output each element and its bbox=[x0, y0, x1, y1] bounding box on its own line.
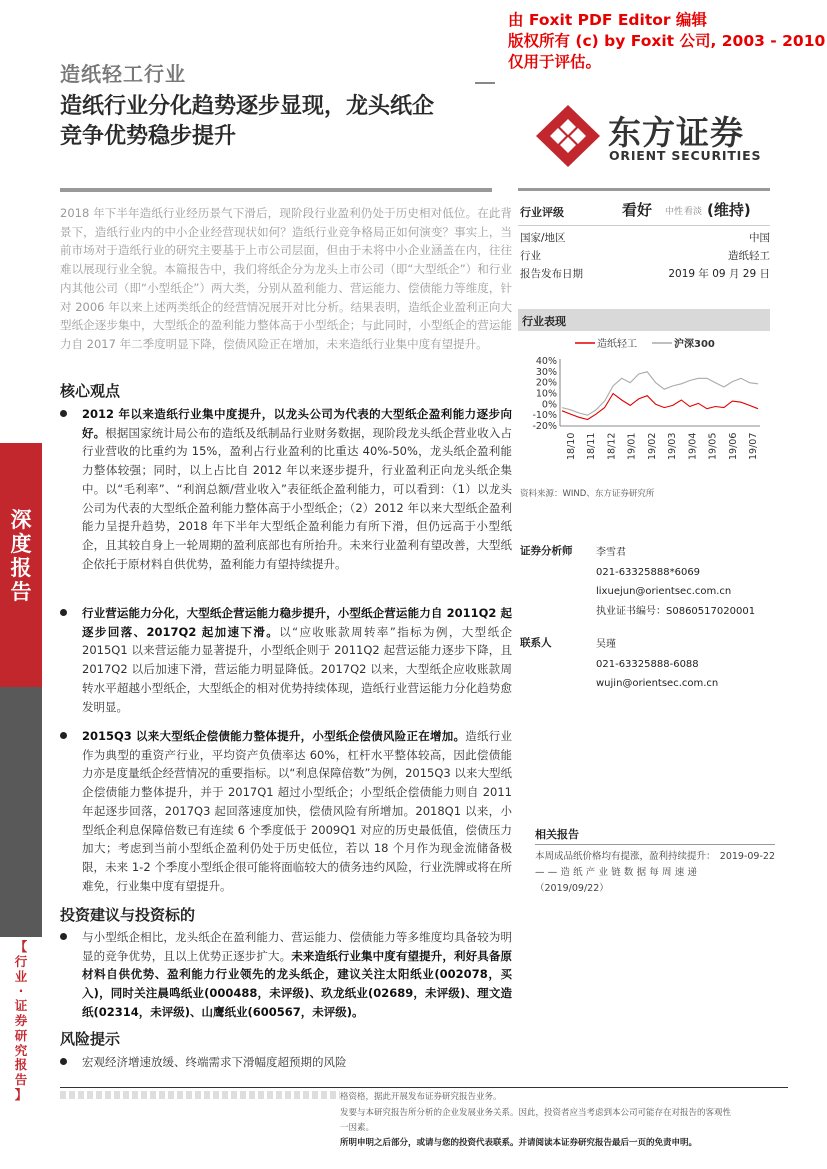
watermark bbox=[508, 10, 825, 73]
bullet-icon bbox=[60, 1058, 67, 1065]
related-date: 2019-09-22 bbox=[719, 851, 775, 862]
invest-bullet bbox=[60, 928, 512, 1022]
related-line3: （2019/09/22） bbox=[535, 883, 609, 894]
sidebar-cat-char: 业 bbox=[14, 968, 28, 984]
legend-label-paper: 造纸轻工 bbox=[597, 339, 637, 350]
watermark-line3: 仅用于评估。 bbox=[508, 53, 602, 71]
logo-name-cn: 东方证券 bbox=[608, 113, 744, 152]
y-tick-label: 40% bbox=[535, 356, 557, 367]
y-tick-label: 0% bbox=[541, 399, 557, 411]
invest-text: 与小型纸企相比，龙头纸企在盈利能力、营运能力、偿债能力等多维度均具备较为明显的竞争优势，且以上优势正逐步扩大。 bbox=[82, 930, 512, 963]
disclaimer-2: 发要与本研究报告所分析的企业发展业务关系。因此，投资者应当考虑到本公司可能存在对报告的客观性 bbox=[340, 1108, 732, 1118]
bullet-icon bbox=[60, 609, 67, 616]
core-bullet-1-bold: 2012 年以来造纸行业集中度提升，以龙头公司为代表的大型纸企盈利能力逐步向好。 bbox=[82, 407, 512, 440]
sidebar-cat-char: 究 bbox=[14, 1042, 28, 1058]
title-rule bbox=[60, 188, 492, 192]
analyst-email[interactable]: lixuejun@orientsec.com.cn bbox=[596, 586, 732, 597]
risk-text: 宏观经济增速放缓、终端需求下滑幅度超预期的风险 bbox=[82, 1055, 347, 1069]
footer-rule bbox=[60, 1087, 788, 1088]
sidebar-cat-char: 证 bbox=[14, 998, 28, 1014]
core-bullet-3 bbox=[60, 727, 512, 895]
core-bullet-3-bold: 2015Q3 以来大型纸企偿债能力整体提升，小型纸企偿债风险正在增加。 bbox=[82, 729, 466, 743]
summary-paragraph: 2018 年下半年造纸行业经历景气下滑后，现阶段行业盈利仍处于历史相对低位。在此背景下，造纸行业内的中小企业经营现状如何？造纸行业竞争格局正如何演变？事实上，当前市场对于造纸行业的研究主要基于上市公司层面，但由于未将中小企业涵盖在内，往往难以展现行业全貌。本篇报告中，我们将纸企分为龙头上市公司（即“大型纸企”）和行业内其他公司（即“小型纸企”）两大类，分别从盈利能力、营运能力、偿债能力等维度，针对 2006 年以来上述两类纸企的经营情况展开对比分析。结果表明，造纸企业盈利正向大型纸企逐步集中，大型纸企的盈利能力整体高于小型纸企；与此同时，小型纸企的营运能力自 2017 年二季度明显下降，偿债风险正在增加，未来造纸行业集中度有望提升。 bbox=[60, 206, 512, 351]
related-rule bbox=[535, 844, 775, 845]
orient-logo bbox=[536, 105, 776, 167]
rating-top-rule bbox=[518, 188, 770, 191]
core-bullet-3-text: 造纸行业作为典型的重资产行业，平均资产负债率达 60%，杠杆水平整体较高，因此偿债能力亦是度量纸企经营情况的重要指标。以“利息保障倍数”为例，2015Q3 以来大型纸企偿债能力整体提升，并于 2017Q1 超过小型纸企；小型纸企偿债能力则自 2011 年起逐步回落，2017Q3 起回落速度加快，偿债风险有所增加。2018Q1 以来，小型纸企利息保障倍数已有连续 6 个季度低于 2009Q1 对应的历史最低值，偿债压力加大；考虑到当前小型纸企盈利仍处于历史低位，若以 18 个月作为现金流储备极限，未来 1-2 个季度小型纸企很可能将面临较大的债务违约风险，行业洗牌或将在所难免，行业集中度有望提升。 bbox=[82, 729, 513, 893]
sidebar-cat-char: 行 bbox=[14, 953, 28, 969]
x-tick-label: 19/02 bbox=[646, 432, 658, 460]
x-tick-label: 18/12 bbox=[606, 432, 618, 460]
watermark-line2: 版权所有 (c) by Foxit 公司, 2003 - 2010 bbox=[508, 32, 826, 50]
analyst-block bbox=[520, 543, 770, 623]
watermark-line1: 由 Foxit PDF Editor 编辑 bbox=[508, 11, 707, 29]
chart-legend bbox=[575, 337, 715, 350]
info-key: 行业 bbox=[520, 250, 541, 262]
x-tick-label: 19/04 bbox=[687, 432, 699, 460]
risk-bullet bbox=[60, 1053, 512, 1072]
disclaimer-3: 一因素。 bbox=[340, 1123, 375, 1133]
info-row-industry bbox=[520, 248, 770, 266]
title-line1: 造纸行业分化趋势逐步显现，龙头纸企 bbox=[60, 94, 435, 119]
rating-status: (维持) bbox=[707, 201, 751, 219]
x-tick-label: 19/07 bbox=[748, 432, 759, 460]
analyst-name: 李雪君 bbox=[596, 547, 626, 558]
sidebar-gray-band bbox=[0, 687, 42, 937]
x-tick-label: 19/06 bbox=[727, 432, 739, 460]
rating-opt-bear: 看淡 bbox=[684, 207, 703, 217]
x-tick-label: 18/10 bbox=[566, 432, 577, 460]
contact-email[interactable]: wujin@orientsec.com.cn bbox=[596, 678, 719, 689]
y-tick-label: -10% bbox=[532, 410, 557, 422]
page-title bbox=[60, 92, 500, 152]
related-line2: ——造纸产业链数据每周速递 bbox=[535, 867, 701, 878]
sidebar-cat-char: 报 bbox=[14, 1057, 28, 1073]
info-key: 国家/地区 bbox=[520, 232, 566, 244]
core-bullet-1-text: 根据国家统计局公布的造纸及纸制品行业财务数据，现阶段龙头纸企营业收入占行业营收的比重约为 15%，盈利占行业盈利的比重达 40%-50%，龙头纸企盈利能力整体较强；同时，以上占比自 2012 年以来逐步提升，行业盈利正向龙头纸企集中。以“毛利率”、“利润总额/营业收入”表征纸企盈利能力，可以看到：（1）以龙头公司为代表的大型纸企盈利能力整体高于小型纸企；（2）2012 年以来大型纸企盈利能力呈提升趋势，2018 年下半年大型纸企盈利能力有所下滑，但仍远高于小型纸企，且其较自身上一轮周期的盈利底部也有所抬升。未来行业盈利有望改善，大型纸企依托于原材料自供优势，盈利能力有望持续提升。 bbox=[82, 425, 512, 571]
header-divider bbox=[475, 82, 495, 84]
bullet-icon bbox=[60, 732, 67, 739]
y-tick-label: 30% bbox=[535, 366, 557, 378]
x-tick-label: 19/03 bbox=[667, 432, 679, 460]
sidebar-char: 告 bbox=[10, 580, 32, 604]
y-tick-label: -20% bbox=[532, 421, 557, 432]
rating-row bbox=[520, 199, 770, 223]
info-value: 中国 bbox=[749, 232, 770, 244]
contact-block bbox=[520, 635, 770, 695]
contact-label: 联系人 bbox=[520, 637, 552, 649]
legend-label-hs300: 沪深300 bbox=[674, 339, 715, 350]
info-value: 2019 年 09 月 29 日 bbox=[668, 268, 770, 280]
sidebar-cat-char: 券 bbox=[14, 1012, 28, 1028]
invest-heading: 投资建议与投资标的 bbox=[60, 906, 196, 924]
title-line2: 竞争优势稳步提升 bbox=[60, 124, 237, 149]
chart-source: 资料来源：WIND、东方证券研究所 bbox=[520, 489, 655, 499]
related-line1: 本周成品纸价格均有提涨，盈利持续提升： bbox=[535, 851, 716, 862]
series-line-造纸轻工 bbox=[562, 394, 758, 420]
logo-name-en: ORIENT SECURITIES bbox=[609, 148, 762, 163]
contact-phone: 021-63325888-6088 bbox=[596, 658, 699, 670]
analyst-label: 证券分析师 bbox=[520, 545, 573, 557]
y-tick-label: 10% bbox=[535, 388, 557, 400]
performance-title: 行业表现 bbox=[522, 315, 566, 328]
series-line-沪深300 bbox=[562, 372, 758, 415]
rating-label: 行业评级 bbox=[520, 206, 564, 219]
performance-chart bbox=[520, 334, 770, 464]
rating-divider bbox=[518, 225, 770, 226]
sidebar-cat-char: 告 bbox=[14, 1072, 28, 1088]
y-tick-label: 20% bbox=[535, 377, 557, 389]
x-tick-label: 19/01 bbox=[626, 432, 638, 460]
analyst-phone: 021-63325888*6069 bbox=[596, 566, 701, 578]
sidebar-char: 度 bbox=[10, 532, 32, 556]
invest-bold: 未来造纸行业集中度有望提升，利好具备原材料自供优势、盈利能力行业领先的龙头纸企，建议关注太阳纸业(002078，买入)，同时关注晨鸣纸业(000488，未评级)、玖龙纸业(02689，未评级)、理文造纸(02314，未评级)、山鹰纸业(600567，未评级)。 bbox=[82, 948, 512, 1019]
sidebar-category bbox=[10, 940, 32, 1103]
core-bullet-1 bbox=[60, 405, 512, 573]
footer-ghost-text bbox=[60, 1091, 340, 1099]
contact-name: 吴瑾 bbox=[596, 639, 616, 650]
sidebar-char: 深 bbox=[10, 508, 32, 532]
sidebar-cat-char: · bbox=[18, 983, 24, 999]
info-value: 造纸轻工 bbox=[728, 250, 770, 262]
risk-heading: 风险提示 bbox=[60, 1030, 121, 1048]
disclaimer-1: 格资格，据此开展发布证券研究报告业务。 bbox=[340, 1092, 502, 1102]
disclaimer-4: 所明申明之后部分，或请与您的投资代表联系。并请阅读本证券研究报告最后一页的免责申明。 bbox=[340, 1138, 698, 1148]
related-report[interactable] bbox=[535, 849, 775, 897]
analyst-cert: 执业证书编号：S0860517020001 bbox=[596, 605, 756, 617]
x-tick-label: 18/11 bbox=[586, 432, 598, 460]
sidebar-report-type bbox=[0, 508, 42, 604]
rating-opt-neutral: 中性 bbox=[665, 207, 684, 217]
sidebar-cat-char: 【 bbox=[14, 939, 28, 954]
bullet-icon bbox=[60, 933, 67, 940]
info-key: 报告发布日期 bbox=[520, 268, 583, 280]
sidebar-cat-char: 】 bbox=[14, 1086, 28, 1102]
core-bullet-2-bold: 行业营运能力分化，大型纸企营运能力稳步提升，小型纸企营运能力自 2011Q2 起逐步回落、2017Q2 起加速下滑。 bbox=[82, 606, 512, 639]
bullet-icon bbox=[60, 410, 67, 417]
performance-header bbox=[518, 309, 770, 331]
industry-label: 造纸轻工行业 bbox=[60, 62, 186, 86]
core-heading: 核心观点 bbox=[60, 382, 121, 400]
core-bullet-2-text: 以“应收账款周转率”指标为例，大型纸企 2015Q1 以来营运能力显著提升，小型纸企则于 2011Q2 起营运能力逐步下降，且 2017Q2 以后加速下滑，营运能力明显降低。2017Q2 以来，大型纸企应收账款周转水平超越小型纸企，大型纸企的相对优势持续体现，造纸行业营运能力分化趋势愈发明显。 bbox=[82, 624, 512, 714]
orient-logo-icon bbox=[536, 105, 600, 167]
related-heading: 相关报告 bbox=[535, 828, 579, 841]
sidebar-char: 报 bbox=[10, 556, 32, 580]
sidebar-cat-char: 研 bbox=[14, 1027, 28, 1043]
info-row-date bbox=[520, 266, 770, 284]
core-bullet-2 bbox=[60, 604, 512, 716]
rating-value: 看好 bbox=[622, 201, 653, 219]
info-row-region bbox=[520, 230, 770, 248]
x-tick-label: 19/05 bbox=[707, 432, 719, 460]
